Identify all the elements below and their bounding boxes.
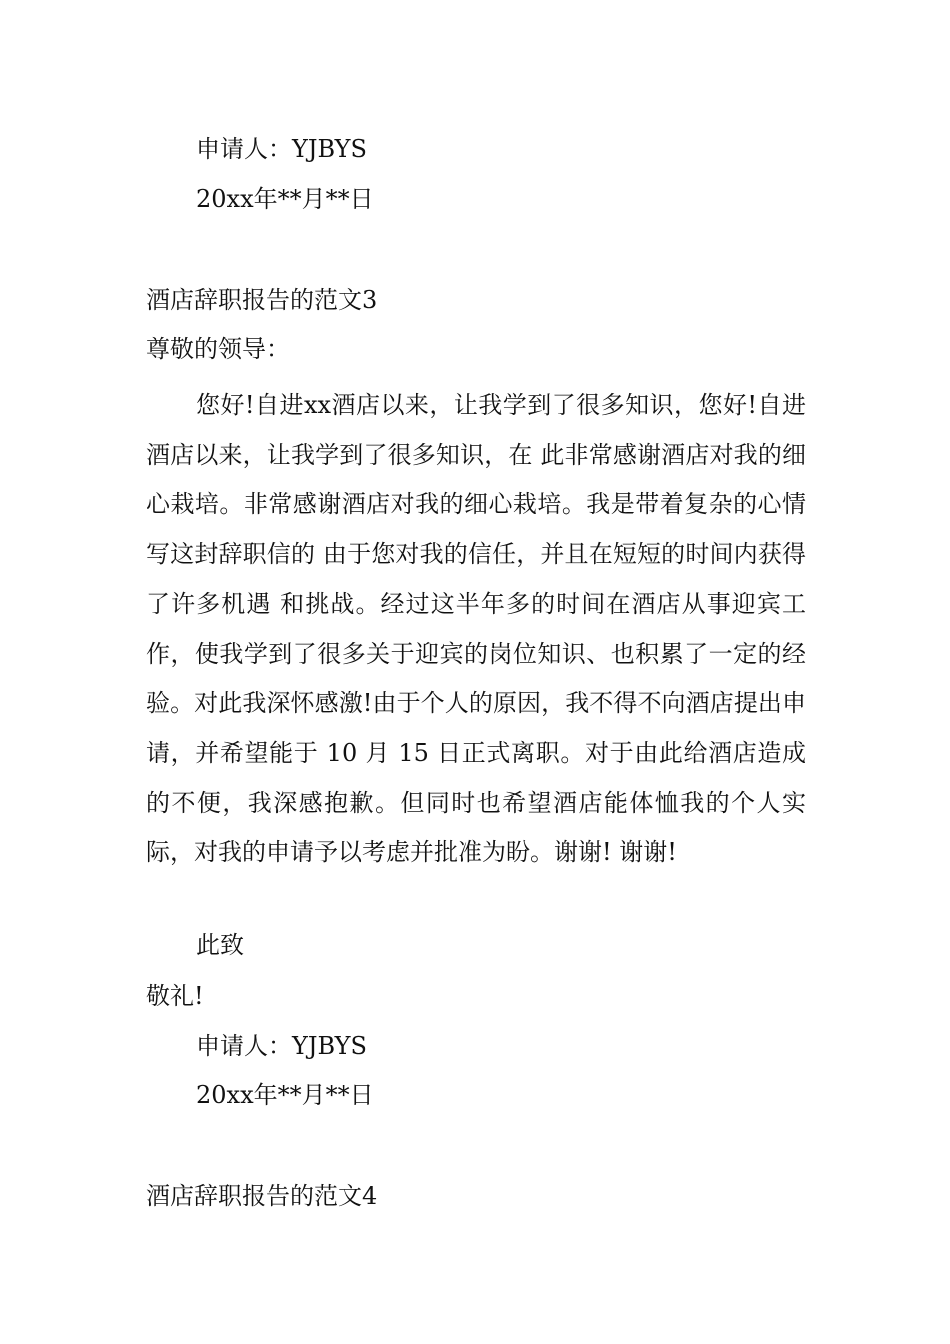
top-date: 20xx年**月**日 (196, 185, 374, 213)
section3-closing-1: 此致 (196, 931, 244, 959)
section3-salutation: 尊敬的领导： (146, 335, 290, 363)
top-applicant: 申请人：YJBYS (196, 135, 367, 163)
section3-body: 您好!自进xx酒店以来，让我学到了很多知识，您好!自进酒店以来，让我学到了很多知识，在 此非常感谢酒店对我的细心栽培。非常感谢酒店对我的细心栽培。我是带着复杂的心情写这封辞职信的 由于您对我的信任，并且在短短的时间内获得了许多机遇 和挑战。经过这半年多的时间在酒店从事迎宾工作，使我学到了很多关于迎宾的岗位知识、也积累了一定的经验。对此我深怀感激!由于个人的原因，我不得不向酒店提出申请，并希望能于 10 月 15 日正式离职。对于由此给酒店造成的不便，我深感抱歉。但同时也希望酒店能体恤我的个人实际，对我的申请予以考虑并批准为盼。谢谢! 谢谢! (146, 391, 806, 867)
section3-title: 酒店辞职报告的范文3 (146, 286, 378, 314)
section3-applicant: 申请人：YJBYS (196, 1032, 367, 1060)
section4-title: 酒店辞职报告的范文4 (146, 1182, 378, 1210)
section3-date: 20xx年**月**日 (196, 1081, 374, 1109)
section3-closing-2: 敬礼! (146, 982, 204, 1010)
